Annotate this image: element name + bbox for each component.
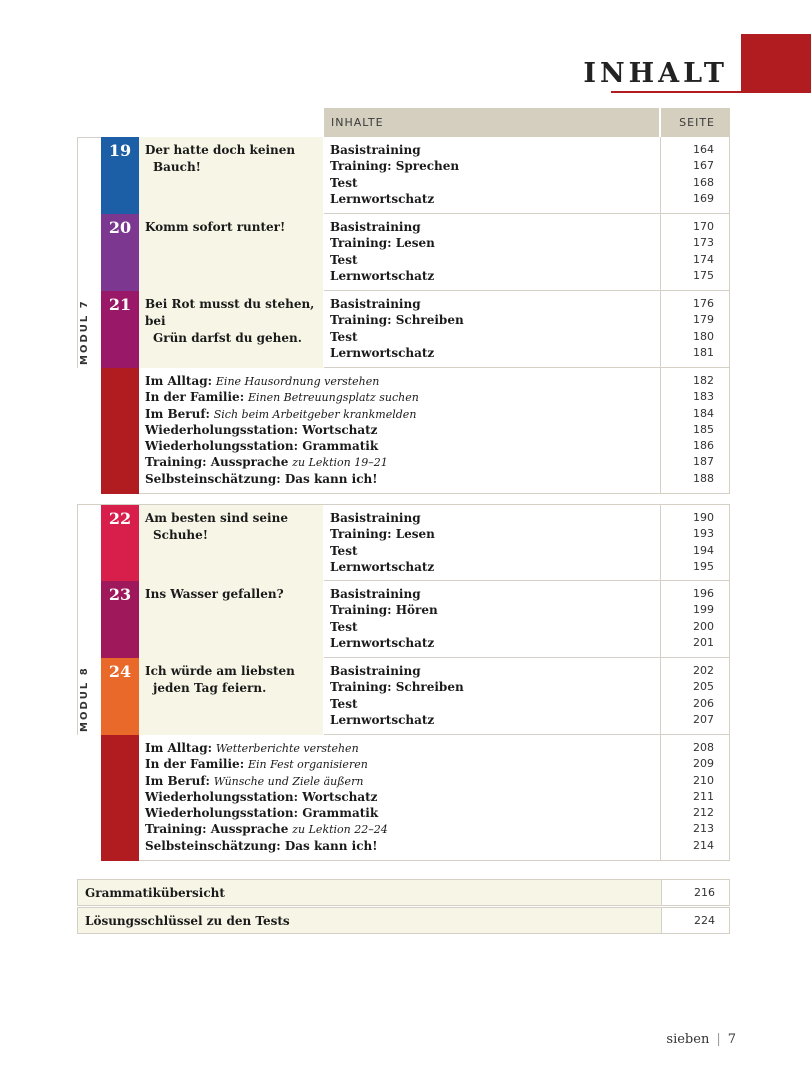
lesson-title-line: jeden Tag feiern. [153, 681, 267, 695]
module-extras-8 [101, 735, 730, 861]
page-number: 200 [693, 619, 714, 633]
toc-entry[interactable]: Test [330, 619, 358, 634]
entry-label: Im Alltag: [145, 741, 213, 755]
toc-entry[interactable]: Training: Schreiben [330, 313, 464, 328]
lesson-pages [660, 291, 730, 368]
lesson-items [324, 505, 660, 581]
lesson-row-20 [101, 214, 730, 291]
entry-subtitle: Einen Betreuungsplatz suchen [247, 391, 419, 405]
toc-entry[interactable]: Lernwortschatz [330, 268, 435, 283]
toc-entry[interactable] [145, 422, 654, 438]
module-extras-7 [101, 368, 730, 494]
toc-entry[interactable]: Basistraining [330, 511, 421, 525]
extras-color-bar [101, 368, 139, 494]
lesson-title [139, 291, 323, 368]
toc-entry[interactable] [145, 389, 654, 405]
toc-entry[interactable] [145, 406, 654, 422]
toc-entry[interactable]: Training: Lesen [330, 236, 435, 251]
entry-label: Im Alltag: [145, 374, 213, 388]
toc-entry[interactable]: Lernwortschatz [330, 191, 435, 206]
lesson-title-line: Bauch! [153, 160, 201, 174]
lesson-title [139, 137, 323, 214]
lesson-items [324, 214, 660, 291]
entry-subtitle: Ein Fest organisieren [247, 758, 368, 772]
toc-entry[interactable] [145, 438, 654, 454]
extras-pages [660, 368, 730, 494]
lesson-row-23 [101, 581, 730, 658]
lesson-items [324, 581, 660, 658]
toc-entry[interactable]: Test [330, 175, 358, 190]
corner-color-block [741, 34, 811, 92]
page-number: 167 [693, 159, 714, 173]
lesson-row-22 [101, 504, 730, 581]
lesson-title-line: Ins Wasser gefallen? [145, 587, 284, 601]
page-number: 196 [693, 587, 714, 600]
toc-entry[interactable] [145, 740, 654, 756]
module-label-8: MODUL 8 [79, 666, 90, 732]
entry-label: Im Beruf: [145, 773, 210, 788]
entry-label: Selbsteinschätzung: Das kann ich! [145, 838, 378, 853]
page-number: 216 [661, 880, 730, 905]
page-number: 168 [693, 175, 714, 189]
page-number: 206 [693, 696, 714, 710]
toc-entry[interactable] [145, 373, 654, 389]
entry-subtitle: zu Lektion 22–24 [292, 823, 388, 837]
entry-subtitle: zu Lektion 19–21 [292, 456, 388, 470]
entry-label: Training: Aussprache [145, 455, 289, 470]
page-number-digit: 7 [727, 1032, 736, 1047]
page-number: 224 [661, 908, 730, 933]
page-number: 175 [693, 268, 714, 282]
lesson-number: 24 [101, 658, 139, 735]
page-number: 201 [693, 635, 714, 649]
lesson-number: 19 [101, 137, 139, 214]
lesson-pages [660, 581, 730, 658]
page-footer [666, 1032, 736, 1047]
lesson-pages [660, 658, 730, 735]
page-number: 173 [693, 236, 714, 250]
module-label-7: MODUL 7 [79, 299, 90, 365]
entry-label: Wiederholungsstation: Grammatik [145, 806, 379, 821]
toc-entry[interactable]: Training: Lesen [330, 527, 435, 542]
lesson-title-line: Am besten sind seine [145, 511, 288, 525]
summary-label: Lösungsschlüssel zu den Tests [78, 908, 661, 933]
page-number: 184 [693, 406, 714, 420]
extras-entries [139, 735, 660, 861]
entry-subtitle: Wetterberichte verstehen [215, 742, 359, 755]
toc-entry[interactable]: Basistraining [330, 220, 421, 234]
lesson-title-line: Der hatte doch keinen [145, 143, 296, 157]
column-header-inhalte: INHALTE [324, 108, 659, 137]
toc-entry[interactable] [145, 789, 654, 805]
toc-entry[interactable] [145, 471, 654, 487]
lesson-number: 20 [101, 214, 139, 291]
lesson-items [324, 291, 660, 368]
toc-entry[interactable]: Lernwortschatz [330, 559, 435, 574]
page-number: 164 [693, 143, 714, 156]
page-number: 193 [693, 527, 714, 541]
lesson-row-21 [101, 291, 730, 368]
page-number: 174 [693, 252, 714, 266]
page-number: 182 [693, 374, 714, 387]
page-number: 183 [693, 390, 714, 404]
lesson-title-line: Bei Rot musst du stehen, bei [145, 297, 315, 328]
page-number: 180 [693, 329, 714, 343]
toc-entry[interactable]: Training: Hören [330, 603, 438, 618]
page-number: 211 [693, 789, 714, 803]
toc-entry[interactable] [145, 821, 654, 837]
lesson-title [139, 581, 323, 658]
page-number: 169 [693, 191, 714, 205]
lesson-row-24 [101, 658, 730, 735]
extras-entries [139, 368, 660, 494]
page-number: 207 [693, 712, 714, 726]
toc-entry[interactable] [145, 454, 654, 470]
entry-label: Wiederholungsstation: Wortschatz [145, 422, 378, 437]
lesson-title [139, 505, 323, 581]
entry-subtitle: Wünsche und Ziele äußern [213, 774, 364, 788]
toc-entry[interactable] [145, 773, 654, 789]
toc-entry[interactable]: Basistraining [330, 664, 421, 678]
page-number: 188 [693, 471, 714, 485]
page-number: 195 [693, 559, 714, 573]
toc-entry[interactable] [145, 838, 654, 854]
toc-entry[interactable]: Training: Schreiben [330, 680, 464, 695]
toc-entry[interactable] [145, 805, 654, 821]
page-number: 212 [693, 806, 714, 820]
page-number: 187 [693, 455, 714, 469]
page-number: 170 [693, 220, 714, 233]
toc-entry[interactable]: Basistraining [330, 143, 421, 157]
toc-entry[interactable]: Basistraining [330, 297, 421, 311]
entry-label: In der Familie: [145, 390, 245, 405]
lesson-pages [660, 505, 730, 581]
entry-label: Wiederholungsstation: Grammatik [145, 439, 379, 454]
page-title: INHALT [583, 58, 728, 89]
lesson-pages [660, 137, 730, 214]
page-number: 214 [693, 838, 714, 852]
toc-entry[interactable]: Test [330, 696, 358, 711]
summary-row-grammar[interactable] [77, 879, 730, 906]
entry-subtitle: Sich beim Arbeitgeber krankmelden [213, 407, 417, 421]
toc-entry[interactable]: Test [330, 252, 358, 267]
entry-label: Wiederholungsstation: Wortschatz [145, 789, 378, 804]
footer-separator: | [716, 1032, 721, 1047]
page-number: 179 [693, 313, 714, 327]
page-number-word: sieben [666, 1032, 710, 1047]
lesson-items [324, 137, 660, 214]
page-number: 205 [693, 680, 714, 694]
page-number: 186 [693, 439, 714, 453]
toc-entry[interactable]: Basistraining [330, 587, 421, 601]
page-number: 208 [693, 741, 714, 754]
lesson-items [324, 658, 660, 735]
page-number: 199 [693, 603, 714, 617]
page-number: 210 [693, 773, 714, 787]
entry-label: Selbsteinschätzung: Das kann ich! [145, 471, 378, 486]
entry-subtitle: Eine Hausordnung verstehen [215, 375, 380, 388]
lesson-number: 23 [101, 581, 139, 658]
entry-label: In der Familie: [145, 757, 245, 772]
page-number: 202 [693, 664, 714, 677]
page-number: 209 [693, 757, 714, 771]
title-rule [611, 91, 811, 93]
toc-entry[interactable] [145, 756, 654, 772]
page-number: 181 [693, 345, 714, 359]
lesson-title [139, 214, 323, 291]
extras-color-bar [101, 735, 139, 861]
toc-entry[interactable]: Training: Sprechen [330, 159, 460, 174]
toc-entry[interactable]: Lernwortschatz [330, 712, 435, 727]
lesson-title [139, 658, 323, 735]
lesson-title-line: Komm sofort runter! [145, 220, 286, 234]
page-number: 185 [693, 422, 714, 436]
lesson-title-line: Grün darfst du gehen. [153, 331, 302, 345]
entry-label: Im Beruf: [145, 406, 210, 421]
page-number: 213 [693, 822, 714, 836]
lesson-title-line: Ich würde am liebsten [145, 664, 295, 678]
lesson-number: 22 [101, 505, 139, 581]
toc-entry[interactable]: Test [330, 543, 358, 558]
lesson-title-line: Schuhe! [153, 528, 209, 542]
column-header-seite: SEITE [661, 108, 730, 137]
page-number: 176 [693, 297, 714, 310]
toc-entry[interactable]: Lernwortschatz [330, 635, 435, 650]
entry-label: Training: Aussprache [145, 822, 289, 837]
summary-row-answer-key[interactable] [77, 907, 730, 934]
toc-entry[interactable]: Test [330, 329, 358, 344]
page-number: 190 [693, 511, 714, 524]
page-number: 194 [693, 543, 714, 557]
lesson-pages [660, 214, 730, 291]
summary-label: Grammatikübersicht [78, 880, 661, 905]
extras-pages [660, 735, 730, 861]
toc-entry[interactable]: Lernwortschatz [330, 345, 435, 360]
lesson-row-19 [101, 137, 730, 214]
lesson-number: 21 [101, 291, 139, 368]
